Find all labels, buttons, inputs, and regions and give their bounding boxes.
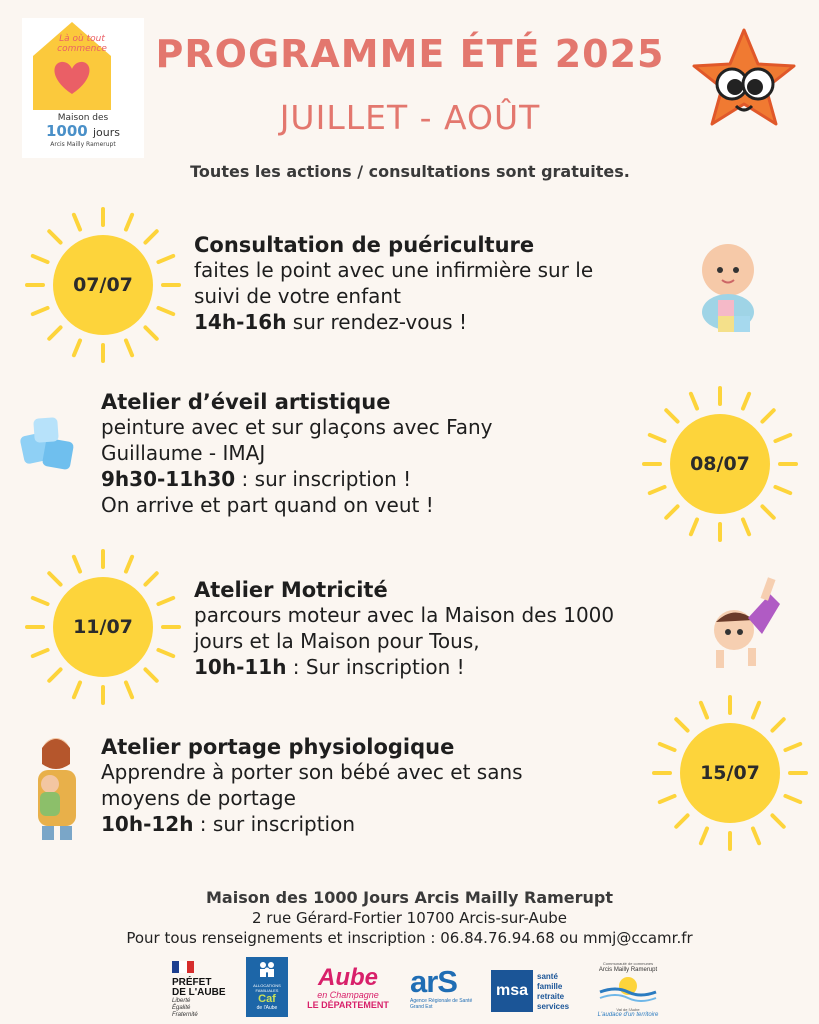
msa-mark: msa (491, 970, 533, 1012)
event-description-line: faites le point avec une infirmière sur le (194, 258, 594, 282)
event-description-line: peinture avec et sur glaçons avec Fany (101, 415, 493, 439)
event-schedule (194, 654, 684, 680)
ice-cubes-icon (16, 414, 80, 476)
caf-line: ALLOCATIONS (253, 983, 281, 988)
aube-line: en Champagne (317, 990, 379, 1000)
ccamr-logo (592, 961, 664, 1019)
footer-organization: Maison des 1000 Jours Arcis Mailly Ramerupt (205, 888, 614, 907)
ars-word: arS (410, 964, 457, 999)
logo-number-line (22, 122, 144, 140)
page-subtitle: JUILLET - AOÛT (279, 98, 541, 137)
event-title: Consultation de puériculture (194, 233, 535, 257)
footer-address: 2 rue Gérard-Fortier 10700 Arcis-sur-Aube (251, 909, 568, 927)
aube-departement-logo (300, 966, 396, 1016)
caf-line: de l'Aube (256, 1005, 278, 1011)
ccamr-name: Arcis Mailly Ramerupt (598, 967, 658, 973)
free-notice: Toutes les actions / consultations sont gratuites. (190, 162, 630, 181)
french-flag-icon (172, 961, 194, 973)
event-date: 15/07 (700, 762, 760, 784)
event-description-line: Guillaume - IMAJ (101, 441, 266, 465)
event-time-note: : sur inscription ! (235, 467, 412, 491)
prefet-aube-logo (172, 960, 234, 1018)
event-description-line: jours et la Maison pour Tous, (194, 629, 480, 653)
msa-line: famille (537, 982, 563, 991)
msa-line: santé (537, 972, 558, 981)
prefet-motto: Fraternité (172, 1012, 198, 1018)
event-description-line: suivi de votre enfant (194, 284, 401, 308)
caf-brand: Caf (258, 993, 276, 1005)
sun-date-badge (640, 384, 800, 544)
event-card (194, 578, 684, 680)
event-description-line: moyens de portage (101, 786, 296, 810)
event-date: 07/07 (73, 274, 133, 296)
ccamr-small: Val de l'Aube (616, 1007, 640, 1012)
family-icon (257, 960, 277, 978)
event-time: 10h-11h (194, 655, 287, 679)
event-time: 9h30-11h30 (101, 467, 236, 491)
prefet-motto: Égalité (172, 1005, 191, 1011)
event-time-note: sur rendez-vous ! (286, 310, 467, 334)
ars-region: Grand Est (410, 1004, 433, 1010)
msa-line: services (537, 1002, 570, 1011)
logo-number: 1000 (46, 122, 88, 140)
msa-text (537, 972, 585, 1012)
aube-line: LE DÉPARTEMENT (307, 1000, 389, 1010)
logo-org: Maison des (57, 113, 109, 123)
ars-sub: Agence Régionale de Santé (410, 998, 473, 1004)
sun-date-badge (23, 547, 183, 707)
event-time-note: : Sur inscription ! (286, 655, 465, 679)
event-card (101, 390, 621, 518)
msa-logo (491, 970, 585, 1014)
maison-1000-jours-logo (22, 18, 144, 158)
ars-logo (410, 966, 476, 1016)
event-schedule (101, 811, 621, 837)
event-date: 11/07 (73, 616, 133, 638)
footer-contact: Pour tous renseignements et inscription : 06.84.76.94.68 ou mmj@ccamr.fr (126, 929, 693, 947)
event-card (194, 233, 674, 335)
event-title: Atelier d’éveil artistique (101, 390, 391, 414)
star-mascot-icon (688, 26, 800, 138)
event-extra: On arrive et part quand on veut ! (101, 493, 434, 517)
event-time: 14h-16h (194, 310, 287, 334)
logo-location: Arcis Mailly Ramerupt (50, 141, 116, 148)
aube-word: Aube (318, 964, 378, 991)
parent-carrying-baby-icon (20, 730, 84, 842)
event-title: Atelier portage physiologique (101, 735, 455, 759)
prefet-motto: Liberté (172, 998, 191, 1004)
caf-line: FAMILIALES (255, 988, 279, 993)
event-card (101, 735, 621, 837)
caf-logo (246, 957, 288, 1017)
event-description-line: Apprendre à porter son bébé avec et sans (101, 760, 523, 784)
logo-word: jours (92, 126, 120, 139)
event-title: Atelier Motricité (194, 578, 388, 602)
sun-date-badge (650, 693, 810, 853)
event-date: 08/07 (690, 453, 750, 475)
event-description-line: parcours moteur avec la Maison des 1000 (194, 603, 615, 627)
ccamr-top: Communauté de communes (602, 961, 654, 966)
ccamr-tag: L'audace d'un territoire (597, 1012, 659, 1018)
sun-date-badge (23, 205, 183, 365)
page-title: PROGRAMME ÉTÉ 2025 (155, 32, 665, 76)
event-schedule (194, 309, 674, 335)
msa-line: retraite (537, 992, 565, 1001)
river-emblem-icon (596, 974, 660, 1002)
event-schedule (101, 466, 621, 492)
logo-tagline: Là où tout commence (57, 34, 107, 54)
baby-icon (690, 238, 768, 334)
prefet-line: PRÉFET (172, 977, 212, 988)
prefet-line: DE L'AUBE (172, 987, 226, 998)
child-tumbling-icon (704, 574, 784, 672)
event-time-note: : sur inscription (193, 812, 356, 836)
event-time: 10h-12h (101, 812, 194, 836)
